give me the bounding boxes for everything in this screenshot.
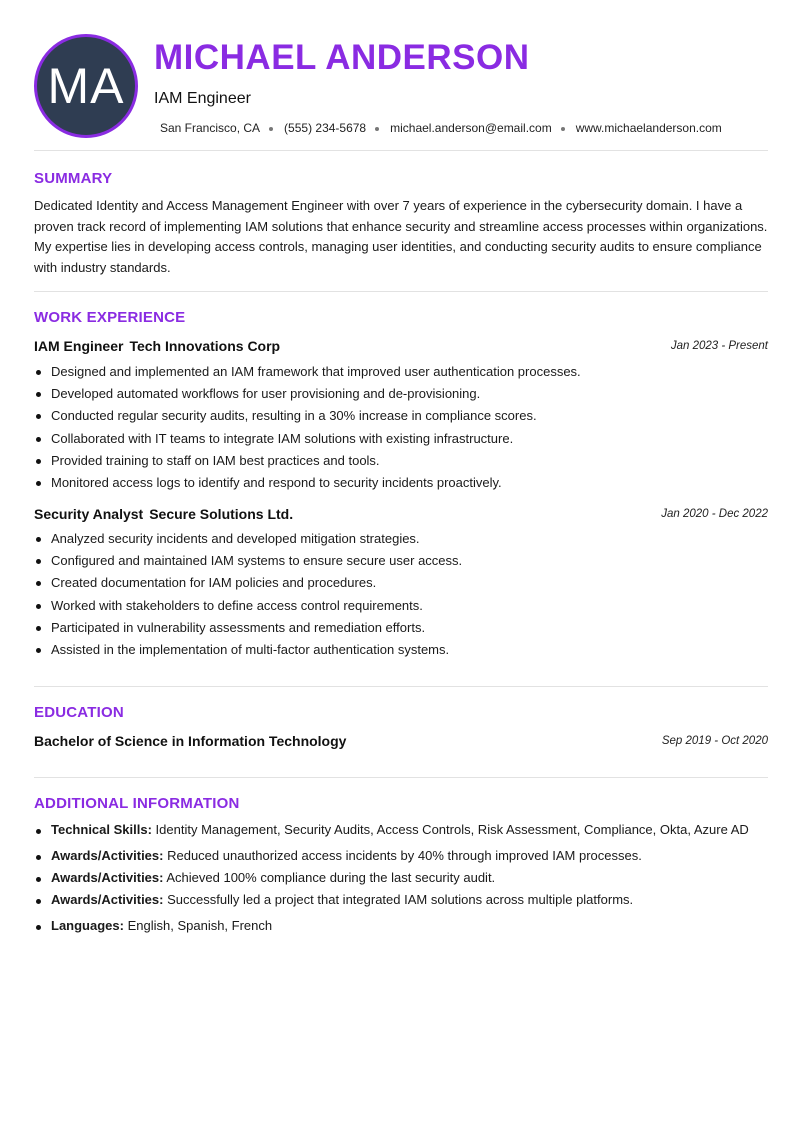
job-role-line <box>34 506 293 522</box>
list-item <box>51 918 768 940</box>
job-title: IAM Engineer <box>34 338 124 354</box>
list-item: Conducted regular security audits, resulting in a 30% increase in compliance scores. <box>51 405 768 427</box>
list-item: Collaborated with IT teams to integrate IAM solutions with existing infrastructure. <box>51 428 768 450</box>
info-text: Identity Management, Security Audits, Access Controls, Risk Assessment, Compliance, Okta, Azure AD <box>155 822 749 837</box>
info-label: Languages: <box>51 918 124 933</box>
job-company: Tech Innovations Corp <box>129 338 281 354</box>
bullet-separator-icon <box>269 127 273 131</box>
info-text: English, Spanish, French <box>127 918 273 933</box>
contact-phone: (555) 234-5678 <box>284 121 367 135</box>
info-text: Achieved 100% compliance during the last security audit. <box>166 870 496 885</box>
education-entry <box>34 733 768 753</box>
candidate-name: MICHAEL ANDERSON <box>154 38 530 77</box>
education-dates: Sep 2019 - Oct 2020 <box>661 735 768 747</box>
list-item: Assisted in the implementation of multi-factor authentication systems. <box>51 639 768 661</box>
bullet-separator-icon <box>375 127 379 131</box>
summary-heading: SUMMARY <box>34 170 113 187</box>
degree-name: Bachelor of Science in Information Technology <box>34 733 347 749</box>
info-text: Successfully led a project that integrated IAM solutions across multiple platforms. <box>167 892 634 907</box>
candidate-title: IAM Engineer <box>154 90 251 107</box>
job-header <box>34 506 768 526</box>
contact-email[interactable]: michael.anderson@email.com <box>390 121 552 135</box>
avatar <box>34 34 138 138</box>
list-item: Designed and implemented an IAM framework that improved user authentication processes. <box>51 361 768 383</box>
avatar-initials: MA <box>47 58 125 114</box>
list-item <box>51 822 768 848</box>
list-item <box>51 870 768 892</box>
section-divider <box>34 291 768 292</box>
job-role-line <box>34 338 280 354</box>
list-item <box>51 892 768 918</box>
contact-info <box>160 121 722 135</box>
list-item: Provided training to staff on IAM best practices and tools. <box>51 450 768 472</box>
work-experience-heading: WORK EXPERIENCE <box>34 309 186 326</box>
list-item: Configured and maintained IAM systems to ensure secure user access. <box>51 550 768 572</box>
info-label: Awards/Activities: <box>51 848 164 863</box>
job-bullets <box>51 528 768 661</box>
list-item: Participated in vulnerability assessments and remediation efforts. <box>51 617 768 639</box>
list-item: Developed automated workflows for user provisioning and de-provisioning. <box>51 383 768 405</box>
additional-info-heading: ADDITIONAL INFORMATION <box>34 795 240 812</box>
contact-website[interactable]: www.michaelanderson.com <box>575 121 722 135</box>
info-label: Awards/Activities: <box>51 870 164 885</box>
list-item: Monitored access logs to identify and respond to security incidents proactively. <box>51 472 768 494</box>
summary-text: Dedicated Identity and Access Management Engineer with over 7 years of experience in the cybersecurity domain. I have a proven track record of implementing IAM solutions that enhance security and streamline access processes within organizations. My expertise lies in developing access controls, managing user identities, and conducting security audits to ensure compliance with industry standards. <box>34 198 768 275</box>
list-item: Worked with stakeholders to define access control requirements. <box>51 595 768 617</box>
job-dates: Jan 2020 - Dec 2022 <box>661 508 768 520</box>
list-item: Created documentation for IAM policies and procedures. <box>51 572 768 594</box>
section-divider <box>34 777 768 778</box>
job-title: Security Analyst <box>34 506 144 522</box>
list-item <box>51 848 768 870</box>
resume-header <box>34 34 768 138</box>
section-divider <box>34 686 768 687</box>
bullet-separator-icon <box>561 127 565 131</box>
info-label: Technical Skills: <box>51 822 152 837</box>
section-divider <box>34 150 768 151</box>
job-dates: Jan 2023 - Present <box>670 340 768 352</box>
additional-info-list <box>51 822 768 940</box>
contact-location: San Francisco, CA <box>160 121 261 135</box>
education-heading: EDUCATION <box>34 704 124 721</box>
list-item: Analyzed security incidents and developed mitigation strategies. <box>51 528 768 550</box>
info-label: Awards/Activities: <box>51 892 164 907</box>
job-header <box>34 338 768 358</box>
job-bullets <box>51 361 768 494</box>
info-text: Reduced unauthorized access incidents by 40% through improved IAM processes. <box>167 848 642 863</box>
job-company: Secure Solutions Ltd. <box>149 506 294 522</box>
